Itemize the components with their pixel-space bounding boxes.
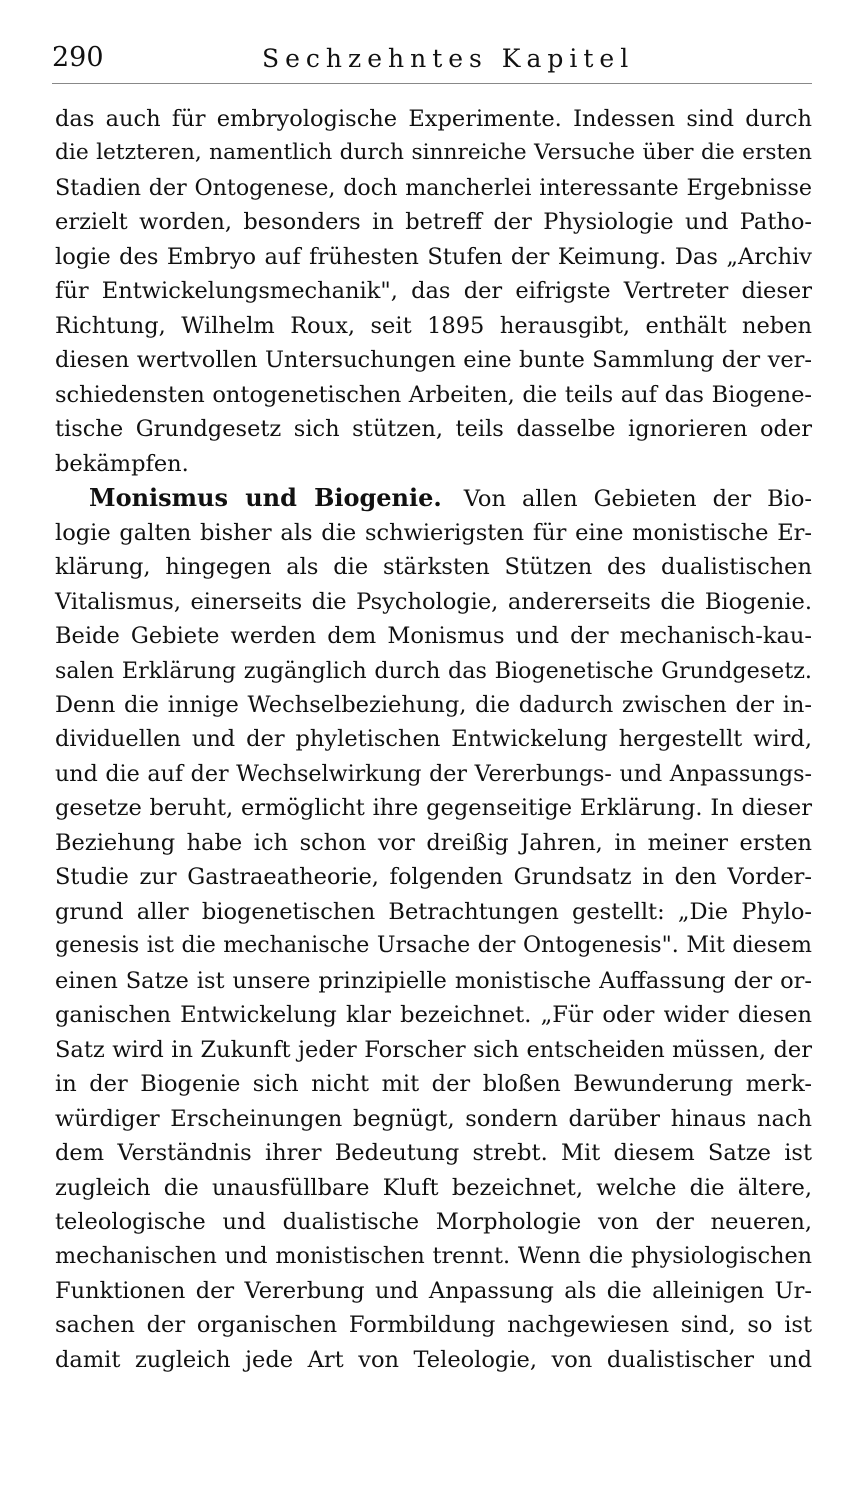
text-line: Satz wird in Zukunft jeder Forscher sich entscheiden müssen, der bbox=[55, 1036, 812, 1063]
text-line: das auch für embryologische Experimente. Indessen sind durch bbox=[55, 106, 812, 132]
text-line: für Entwickelungsmechanik", das der eifrigste Vertreter dieser bbox=[55, 278, 812, 305]
text-line: teleologische und dualistische Morphologie von der neueren, bbox=[55, 1209, 812, 1235]
section-heading: Monismus und Biogenie. bbox=[89, 483, 442, 513]
text-line: grund aller biogenetischen Betrachtungen gestellt: „Die Phylo- bbox=[55, 898, 812, 925]
text-line: Richtung, Wilhelm Roux, seit 1895 herausgibt, enthält neben bbox=[55, 312, 812, 339]
text-line: in der Biogenie sich nicht mit der bloßen Bewunderung merk- bbox=[55, 1071, 812, 1098]
text-line: zugleich die unausfüllbare Kluft bezeichnet, welche die ältere, bbox=[55, 1174, 812, 1201]
text-line: Funktionen der Vererbung und Anpassung als die alleinigen Ur- bbox=[55, 1277, 812, 1304]
text-line: einen Satze ist unsere prinzipielle monistische Auffassung der or- bbox=[55, 967, 812, 994]
text-line: Studie zur Gastraeatheorie, folgenden Grundsatz in den Vorder- bbox=[55, 864, 812, 891]
text-line: die letzteren, namentlich durch sinnreiche Versuche über die ersten bbox=[55, 140, 812, 166]
text-line: dividuellen und der phyletischen Entwickelung hergestellt wird, bbox=[55, 726, 812, 753]
page-header bbox=[52, 38, 812, 78]
text-line: Beziehung habe ich schon vor dreißig Jahren, in meiner ersten bbox=[55, 829, 812, 856]
text-line: sachen der organischen Formbildung nachgewiesen sind, so ist bbox=[55, 1312, 812, 1339]
text-line: mechanischen und monistischen trennt. Wenn die physiologischen bbox=[55, 1243, 812, 1270]
text-line: Denn die innige Wechselbeziehung, die dadurch zwischen der in- bbox=[55, 691, 812, 718]
page-number: 290 bbox=[52, 42, 104, 73]
text-line: tische Grundgesetz sich stützen, teils dasselbe ignorieren oder bbox=[55, 416, 812, 443]
text-line: erzielt worden, besonders in betreff der Physiologie und Patho- bbox=[55, 209, 812, 236]
text-line-rest: Von allen Gebieten der Bio- bbox=[463, 486, 812, 513]
text-line: gesetze beruht, ermöglicht ihre gegenseitige Erklärung. In dieser bbox=[55, 795, 812, 822]
header-rule bbox=[52, 83, 812, 84]
text-line: salen Erklärung zugänglich durch das Biogenetische Grundgesetz. bbox=[55, 657, 812, 684]
text-line: würdiger Erscheinungen begnügt, sondern darüber hinaus nach bbox=[55, 1105, 812, 1132]
running-head: Sechzehntes Kapitel bbox=[262, 44, 635, 73]
text-line: Stadien der Ontogenese, doch mancherlei interessante Ergebnisse bbox=[55, 174, 812, 201]
text-line: logie galten bisher als die schwierigsten für eine monistische Er- bbox=[55, 519, 812, 546]
text-line: genesis ist die mechanische Ursache der Ontogenesis". Mit diesem bbox=[55, 933, 812, 959]
text-line: und die auf der Wechselwirkung der Vererbungs- und Anpassungs- bbox=[55, 760, 812, 787]
text-line: Beide Gebiete werden dem Monismus und der mechanisch-kau- bbox=[55, 623, 812, 650]
text-line: ganischen Entwickelung klar bezeichnet. „Für oder wider diesen bbox=[55, 1002, 812, 1029]
text-line: schiedensten ontogenetischen Arbeiten, die teils auf das Biogene- bbox=[55, 381, 812, 408]
text-line: damit zugleich jede Art von Teleologie, von dualistischer und bbox=[55, 1346, 812, 1373]
text-line: klärung, hingegen als die stärksten Stützen des dualistischen bbox=[55, 554, 812, 581]
text-line: dem Verständnis ihrer Bedeutung strebt. Mit diesem Satze ist bbox=[55, 1140, 812, 1167]
text-line: diesen wertvollen Untersuchungen eine bunte Sammlung der ver- bbox=[55, 347, 812, 374]
body-text bbox=[55, 102, 812, 1377]
text-line: Vitalismus, einerseits die Psychologie, andererseits die Biogenie. bbox=[55, 588, 812, 615]
text-line: bekämpfen. bbox=[55, 450, 189, 477]
text-line: logie des Embryo auf frühesten Stufen der Keimung. Das „Archiv bbox=[55, 243, 812, 270]
section-first-line bbox=[55, 481, 812, 515]
